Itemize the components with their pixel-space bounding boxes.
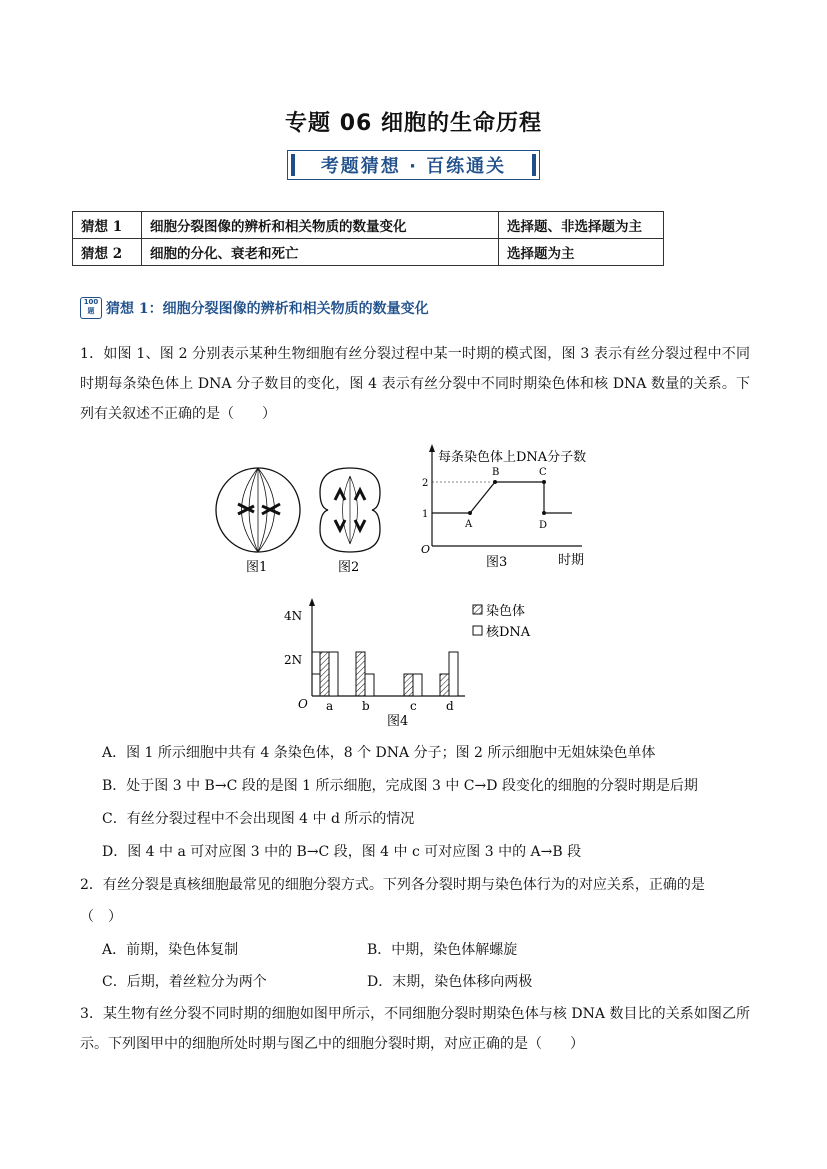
fig3-ytick: 2 <box>422 478 429 489</box>
legend-label: 染色体 <box>486 604 526 619</box>
x-tick-label: a <box>326 699 334 713</box>
legend-label: 核DNA <box>486 625 531 640</box>
section-banner <box>287 150 540 180</box>
x-tick-label: c <box>410 699 417 713</box>
guess-label: 猜想 2 <box>73 239 142 266</box>
fig3-point: B <box>492 467 500 478</box>
legend-swatch-dna <box>473 626 482 635</box>
fig2-label: 图2 <box>338 560 360 575</box>
x-tick-label: b <box>362 699 370 713</box>
q2-option-d: D．末期，染色体移向两极 <box>367 974 533 990</box>
fig3-ytick: 1 <box>422 509 429 520</box>
table-row <box>73 239 664 266</box>
bar-b-dna <box>365 674 374 696</box>
q2-option-c: C．后期，着丝粒分为两个 <box>102 974 267 990</box>
bar-d-chromosome <box>440 674 449 696</box>
section-title: 猜想 1：细胞分裂图像的辨析和相关物质的数量变化 <box>106 301 429 317</box>
bar-c-dna <box>413 674 422 696</box>
fig3-origin: O <box>421 543 431 556</box>
fig3-graph <box>421 444 586 570</box>
fig1-label: 图1 <box>246 560 268 575</box>
q1-option-c: C．有丝分裂过程中不会出现图 4 中 d 所示的情况 <box>102 811 415 827</box>
fig4-chart <box>280 598 560 733</box>
bar-a-dna <box>329 652 338 696</box>
fig3-point: D <box>539 520 548 531</box>
fig4-origin: O <box>298 697 308 711</box>
q1-option-d: D．图 4 中 a 可对应图 3 中的 B→C 段，图 4 中 c 可对应图 3 中的 A→B 段 <box>102 844 582 860</box>
fig4-label: 图4 <box>387 714 409 729</box>
fig3-ylabel: 每条染色体上DNA分子数 <box>438 450 587 465</box>
bar-c-chromosome <box>404 674 413 696</box>
question-3-stem: 3．某生物有丝分裂不同时期的细胞如图甲所示，不同细胞分裂时期染色体与核 DNA 数目比的关系如图乙所示。下列图甲中的细胞所处时期与图乙中的细胞分裂时期，对应正确的是（ ） <box>80 1006 750 1052</box>
fig1-cell <box>216 468 300 552</box>
bar-d-dna <box>449 652 458 696</box>
guess-topic: 细胞分裂图像的辨析和相关物质的数量变化 <box>142 212 499 239</box>
figures-1-3 <box>210 440 630 580</box>
q2-option-b: B．中期，染色体解螺旋 <box>367 942 518 958</box>
bar-group <box>312 652 458 713</box>
legend-swatch-chromosome <box>473 605 482 614</box>
fig2-cell <box>320 468 380 552</box>
fig3-point: C <box>539 467 547 478</box>
q1-option-b: B．处于图 3 中 B→C 段的是图 1 所示细胞，完成图 3 中 C→D 段变化的细胞的分裂时期是后期 <box>102 778 698 794</box>
exam-icon: 100 题 <box>80 297 102 319</box>
q2-option-a: A．前期，染色体复制 <box>102 942 239 958</box>
y-tick-label: 2N <box>284 653 303 667</box>
page-title: 专题 06 细胞的生命历程 <box>285 111 542 136</box>
guess-label: 猜想 1 <box>73 212 142 239</box>
fig3-point: A <box>465 519 473 530</box>
guess-table <box>72 211 664 266</box>
y-tick-label: 4N <box>284 609 303 623</box>
bar-a-chromosome <box>320 652 329 696</box>
q1-option-a: A．图 1 所示细胞中共有 4 条染色体，8 个 DNA 分子；图 2 所示细胞中无姐妹染色单体 <box>102 745 656 761</box>
fig3-xlabel: 时期 <box>558 553 585 568</box>
x-tick-label: d <box>446 699 454 713</box>
question-1-stem: 1．如图 1、图 2 分别表示某种生物细胞有丝分裂过程中某一时期的模式图，图 3 表示有丝分裂过程中不同时期每条染色体上 DNA 分子数目的变化，图 4 表示有丝分裂中不同时期染色体和核 DNA 数量的关系。下列有关叙述不正确的是（ ） <box>80 346 750 422</box>
fig3-label: 图3 <box>486 555 508 570</box>
question-2-paren: （ ） <box>80 909 122 925</box>
bar-b-chromosome <box>356 652 365 696</box>
banner-text: 考题猜想 · 百练通关 <box>320 156 507 177</box>
guess-type: 选择题、非选择题为主 <box>499 212 664 239</box>
section-heading <box>80 297 429 319</box>
table-row <box>73 212 664 239</box>
question-2-stem: 2．有丝分裂是真核细胞最常见的细胞分裂方式。下列各分裂时期与染色体行为的对应关系，正确的是 <box>80 877 705 893</box>
guess-topic: 细胞的分化、衰老和死亡 <box>142 239 499 266</box>
guess-type: 选择题为主 <box>499 239 664 266</box>
